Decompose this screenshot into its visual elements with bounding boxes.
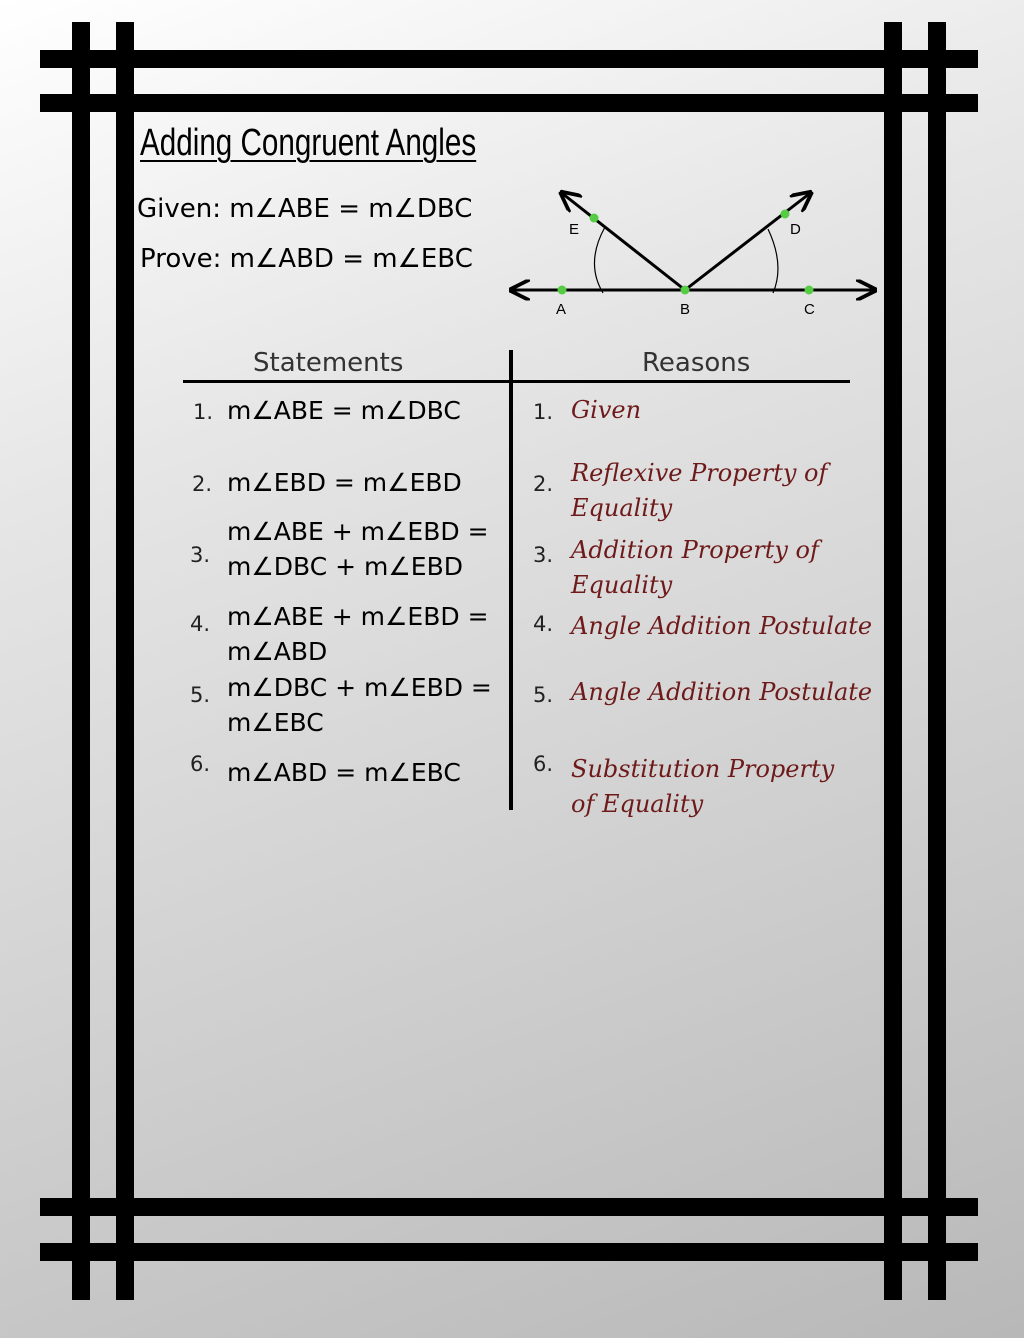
page-title: Adding Congruent Angles	[140, 122, 477, 164]
reason-3-line-1: Addition Property of	[571, 536, 819, 564]
reason-number-2: 2.	[533, 472, 554, 496]
ray-bd	[685, 194, 809, 290]
reason-4	[571, 609, 872, 644]
reason-4-line-1: Angle Addition Postulate	[571, 612, 873, 640]
statement-number-5: 5.	[190, 683, 211, 707]
statement-3-line-2: m∠DBC + m∠EBD	[227, 552, 463, 581]
prove-statement: Prove: m∠ABD = m∠EBC	[140, 244, 473, 274]
frame-bar-top-inner	[40, 94, 978, 112]
point-e-dot	[590, 214, 599, 223]
statement-5-line-2: m∠EBC	[227, 708, 324, 737]
reason-number-3: 3.	[533, 543, 554, 567]
label-d: D	[790, 221, 801, 238]
reason-5-line-1: Angle Addition Postulate	[571, 678, 873, 706]
statement-number-3: 3.	[190, 543, 211, 567]
frame-bar-top-outer	[40, 50, 978, 68]
statement-number-1: 1.	[193, 400, 214, 424]
statement-2-line-1: m∠EBD = m∠EBD	[227, 468, 462, 497]
label-b: B	[680, 301, 691, 318]
reason-3	[571, 533, 819, 603]
reasons-header: Reasons	[642, 348, 751, 378]
statement-5	[227, 670, 492, 740]
ray-be	[563, 194, 685, 290]
reason-6	[571, 752, 834, 822]
frame-bar-left-outer	[72, 22, 90, 1300]
angle-arc-dbc	[768, 229, 778, 293]
statement-2	[227, 465, 462, 500]
frame-bar-right-outer	[928, 22, 946, 1300]
label-e: E	[569, 221, 580, 238]
table-vertical-rule	[509, 350, 513, 810]
reason-6-line-2: of Equality	[571, 790, 704, 818]
point-c-dot	[805, 286, 814, 295]
given-statement: Given: m∠ABE = m∠DBC	[137, 194, 473, 224]
angle-diagram	[505, 185, 880, 320]
statement-number-6: 6.	[190, 752, 211, 776]
point-d-dot	[781, 210, 790, 219]
table-horizontal-rule	[183, 380, 850, 383]
reason-6-line-1: Substitution Property	[571, 755, 835, 783]
statements-header: Statements	[253, 348, 404, 378]
reason-2-line-2: Equality	[571, 494, 673, 522]
statement-number-2: 2.	[192, 472, 213, 496]
label-a: A	[556, 301, 567, 318]
label-c: C	[804, 301, 815, 318]
reason-2-line-1: Reflexive Property of	[571, 459, 828, 487]
statement-1	[227, 393, 461, 428]
frame-bar-bottom-outer	[40, 1243, 978, 1261]
reason-number-5: 5.	[533, 683, 554, 707]
reason-5	[571, 675, 872, 710]
frame-bar-right-inner	[884, 22, 902, 1300]
statement-6-line-1: m∠ABD = m∠EBC	[227, 758, 461, 787]
reason-1-line-1: Given	[571, 396, 642, 424]
statement-number-4: 4.	[190, 612, 211, 636]
statement-1-line-1: m∠ABE = m∠DBC	[227, 396, 461, 425]
reason-number-1: 1.	[533, 400, 554, 424]
statement-6	[227, 755, 461, 790]
reason-number-6: 6.	[533, 752, 554, 776]
statement-5-line-1: m∠DBC + m∠EBD =	[227, 673, 492, 702]
reason-number-4: 4.	[533, 612, 554, 636]
statement-4	[227, 599, 489, 669]
frame-bar-left-inner	[116, 22, 134, 1300]
reason-3-line-2: Equality	[571, 571, 673, 599]
reason-1	[571, 393, 641, 428]
point-a-dot	[558, 286, 567, 295]
frame-bar-bottom-inner	[40, 1198, 978, 1216]
statement-4-line-2: m∠ABD	[227, 637, 328, 666]
reason-2	[571, 456, 827, 526]
point-b-dot	[681, 286, 690, 295]
statement-3	[227, 514, 489, 584]
statement-4-line-1: m∠ABE + m∠EBD =	[227, 602, 489, 631]
angle-arc-abe	[594, 227, 605, 293]
statement-3-line-1: m∠ABE + m∠EBD =	[227, 517, 489, 546]
